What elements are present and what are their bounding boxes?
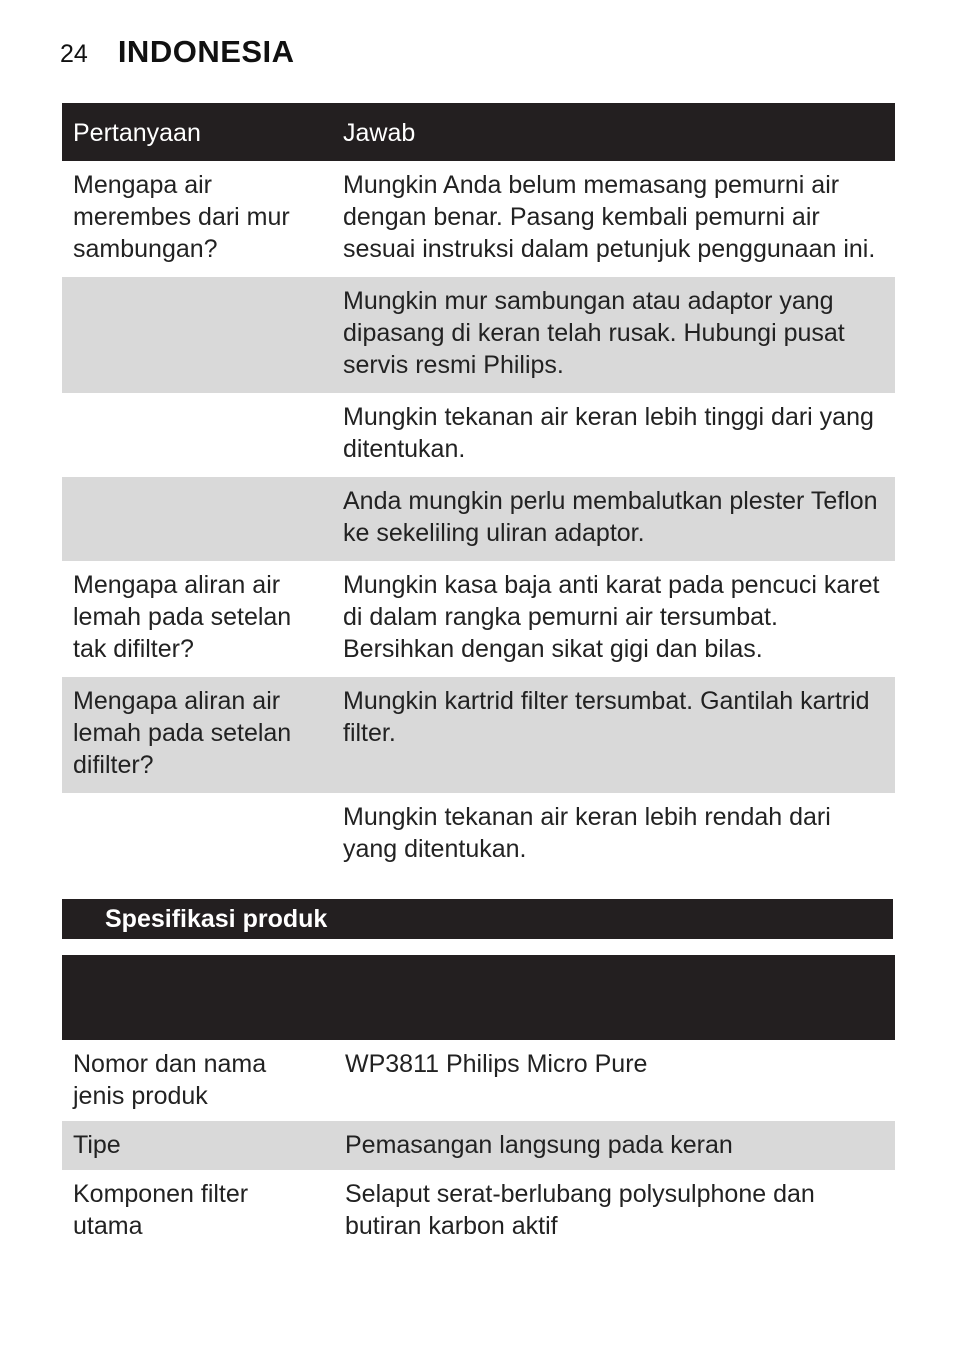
spec-label: Tipe xyxy=(62,1121,332,1170)
table-row xyxy=(62,793,895,877)
answer-cell: Mungkin Anda belum memasang pemurni air dengan benar. Pasang kembali pemurni air sesuai instruksi dalam petunjuk penggunaan ini. xyxy=(343,171,876,263)
specification-table xyxy=(62,1040,895,1251)
answer-cell: Mungkin kasa baja anti karat pada pencuci karet di dalam rangka pemurni air tersumbat. Bersihkan dengan sikat gigi dan bilas. xyxy=(343,571,880,663)
column-header-answer: Jawab xyxy=(332,103,895,161)
table-row xyxy=(62,477,895,561)
table-row xyxy=(62,393,895,477)
spec-label: Komponen filter utama xyxy=(73,1180,249,1240)
spec-value: WP3811 Philips Micro Pure xyxy=(345,1050,648,1078)
section-title: INDONESIA xyxy=(117,34,295,69)
spec-label: Nomor dan nama jenis produk xyxy=(73,1050,267,1110)
column-header-question: Pertanyaan xyxy=(62,103,332,161)
table-row xyxy=(62,161,895,277)
answer-cell: Mungkin kartrid filter tersumbat. Gantilah kartrid filter. xyxy=(332,677,895,793)
table-row xyxy=(62,1121,895,1170)
question-cell xyxy=(62,477,332,561)
spec-value: Pemasangan langsung pada keran xyxy=(332,1121,895,1170)
question-cell xyxy=(62,393,332,477)
table-row xyxy=(62,677,895,793)
answer-cell: Mungkin tekanan air keran lebih rendah dari yang ditentukan. xyxy=(343,803,831,863)
table-header-row xyxy=(62,103,895,161)
question-cell: Mengapa aliran air lemah pada setelan tak difilter? xyxy=(73,571,292,663)
answer-cell: Mungkin mur sambungan atau adaptor yang dipasang di keran telah rusak. Hubungi pusat servis resmi Philips. xyxy=(332,277,895,393)
page-number: 24 xyxy=(60,40,88,68)
troubleshooting-table xyxy=(62,103,895,877)
table-row xyxy=(62,277,895,393)
question-cell xyxy=(62,277,332,393)
spec-section-heading: Spesifikasi produk xyxy=(62,899,893,939)
table-row xyxy=(62,1170,895,1251)
table-row xyxy=(62,1040,895,1121)
answer-cell: Anda mungkin perlu membalutkan plester Teflon ke sekeliling uliran adaptor. xyxy=(332,477,895,561)
page-header xyxy=(60,34,295,74)
question-cell: Mengapa aliran air lemah pada setelan difilter? xyxy=(62,677,332,793)
question-cell xyxy=(62,793,332,877)
answer-cell: Mungkin tekanan air keran lebih tinggi dari yang ditentukan. xyxy=(343,403,874,463)
spec-value: Selaput serat-berlubang polysulphone dan butiran karbon aktif xyxy=(345,1180,815,1240)
question-cell: Mengapa air merembes dari mur sambungan? xyxy=(73,171,290,263)
table-row xyxy=(62,561,895,677)
spec-table-header-bar xyxy=(62,955,895,1040)
